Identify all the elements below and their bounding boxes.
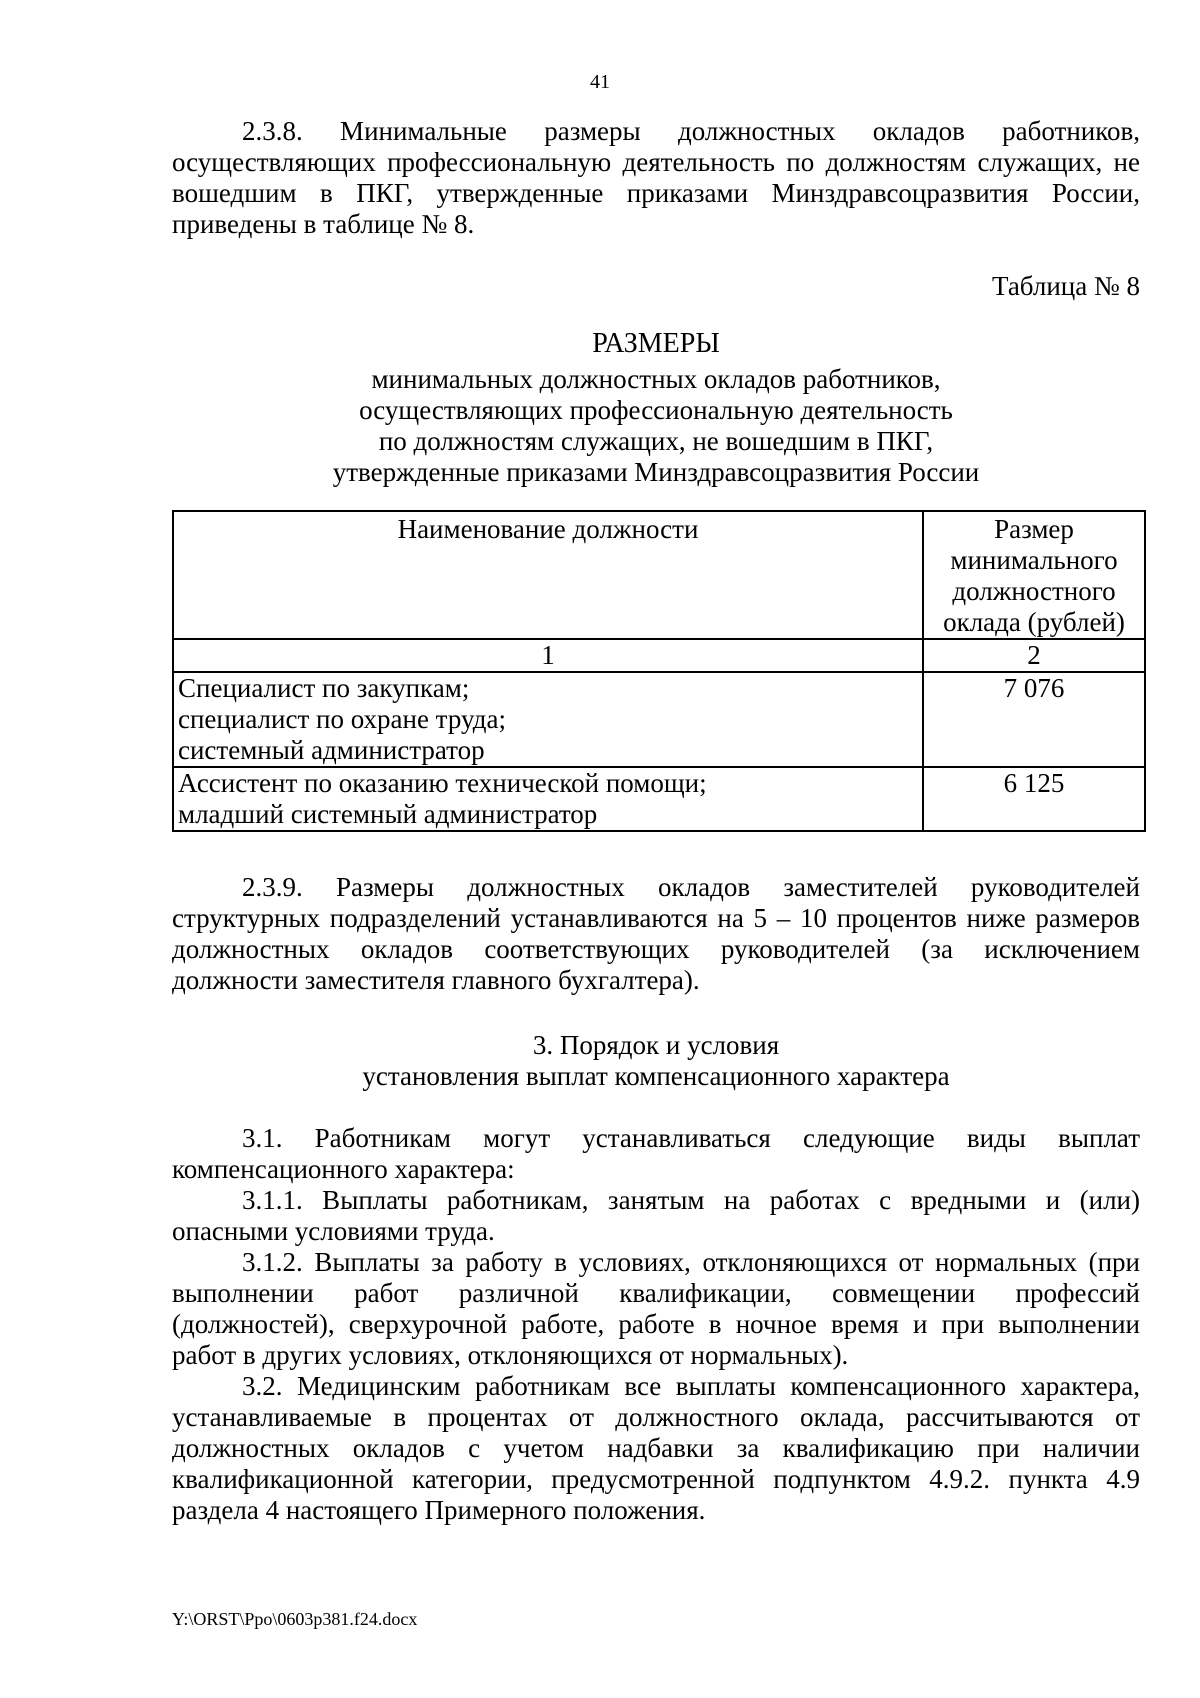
paragraph-3-2: 3.2. Медицинским работникам все выплаты компенсационного характера, устанавливаемые в процентах от должностного оклада, рассчитываются от должностных окладов с учетом надбавки за квалификацию при наличии квалификационной категории, предусмотренной подпунктом 4.9.2. пункта 4.9 раздела 4 настоящего Примерного положения. xyxy=(172,1371,1140,1525)
position-name: системный администратор xyxy=(178,735,485,765)
table-title xyxy=(172,324,1140,488)
table-cell-salary: 6 125 xyxy=(923,767,1145,831)
column-number-1: 1 xyxy=(173,639,923,672)
table-row xyxy=(173,767,1145,831)
table-title-line: минимальных должностных окладов работников, xyxy=(371,364,941,394)
header-position-name: Наименование должности xyxy=(173,511,923,639)
table-cell-positions xyxy=(173,767,923,831)
paragraph-2-3-8: 2.3.8. Минимальные размеры должностных окладов работников, осуществляющих профессиональную деятельность по должностям служащих, не вошедшим в ПКГ, утвержденные приказами Минздравсоцразвития России, приведены в таблице № 8. xyxy=(172,116,1140,239)
table-row xyxy=(173,672,1145,767)
table-column-numbers-row xyxy=(173,639,1145,672)
paragraph-2-3-9: 2.3.9. Размеры должностных окладов заместителей руководителей структурных подразделений устанавливаются на 5 – 10 процентов ниже размеров должностных окладов соответствующих руководителей (за исключением должности заместителя главного бухгалтера). xyxy=(172,872,1140,995)
position-name: специалист по охране труда; xyxy=(178,704,506,734)
table-cell-positions xyxy=(173,672,923,767)
table-header-row xyxy=(173,511,1145,639)
table-title-line: осуществляющих профессиональную деятельность xyxy=(359,395,953,425)
position-name: Ассистент по оказанию технической помощи; xyxy=(178,768,707,798)
section-3-title-line: установления выплат компенсационного характера xyxy=(362,1061,950,1091)
table-label: Таблица № 8 xyxy=(992,271,1140,301)
footer-file-path: Y:\ORST\Ppo\0603p381.f24.docx xyxy=(172,1609,418,1629)
document-body xyxy=(172,116,1140,1526)
page-number: 41 xyxy=(590,71,610,93)
paragraph-3-1: 3.1. Работникам могут устанавливаться следующие виды выплат компенсационного характера: xyxy=(172,1123,1140,1184)
header-salary-size: Размер минимального должностного оклада (рублей) xyxy=(923,511,1145,639)
table-title-main: РАЗМЕРЫ xyxy=(592,328,720,359)
position-name: Специалист по закупкам; xyxy=(178,673,470,703)
table-cell-salary: 7 076 xyxy=(923,672,1145,767)
section-3-title-line: 3. Порядок и условия xyxy=(532,1030,780,1060)
column-number-2: 2 xyxy=(923,639,1145,672)
position-name: младший системный администратор xyxy=(178,799,598,829)
section-3-title xyxy=(172,1030,1140,1092)
salary-table xyxy=(172,510,1146,832)
table-title-line: по должностям служащих, не вошедшим в ПКГ, xyxy=(378,426,934,456)
paragraph-3-1-1: 3.1.1. Выплаты работникам, занятым на работах с вредными и (или) опасными условиями труда. xyxy=(172,1185,1140,1246)
paragraph-3-1-2: 3.1.2. Выплаты за работу в условиях, отклоняющихся от нормальных (при выполнении работ различной квалификации, совмещении профессий (должностей), сверхурочной работе, работе в ночное время и при выполнении работ в других условиях, отклоняющихся от нормальных). xyxy=(172,1247,1140,1370)
table-title-line: утвержденные приказами Минздравсоцразвития России xyxy=(332,457,980,487)
